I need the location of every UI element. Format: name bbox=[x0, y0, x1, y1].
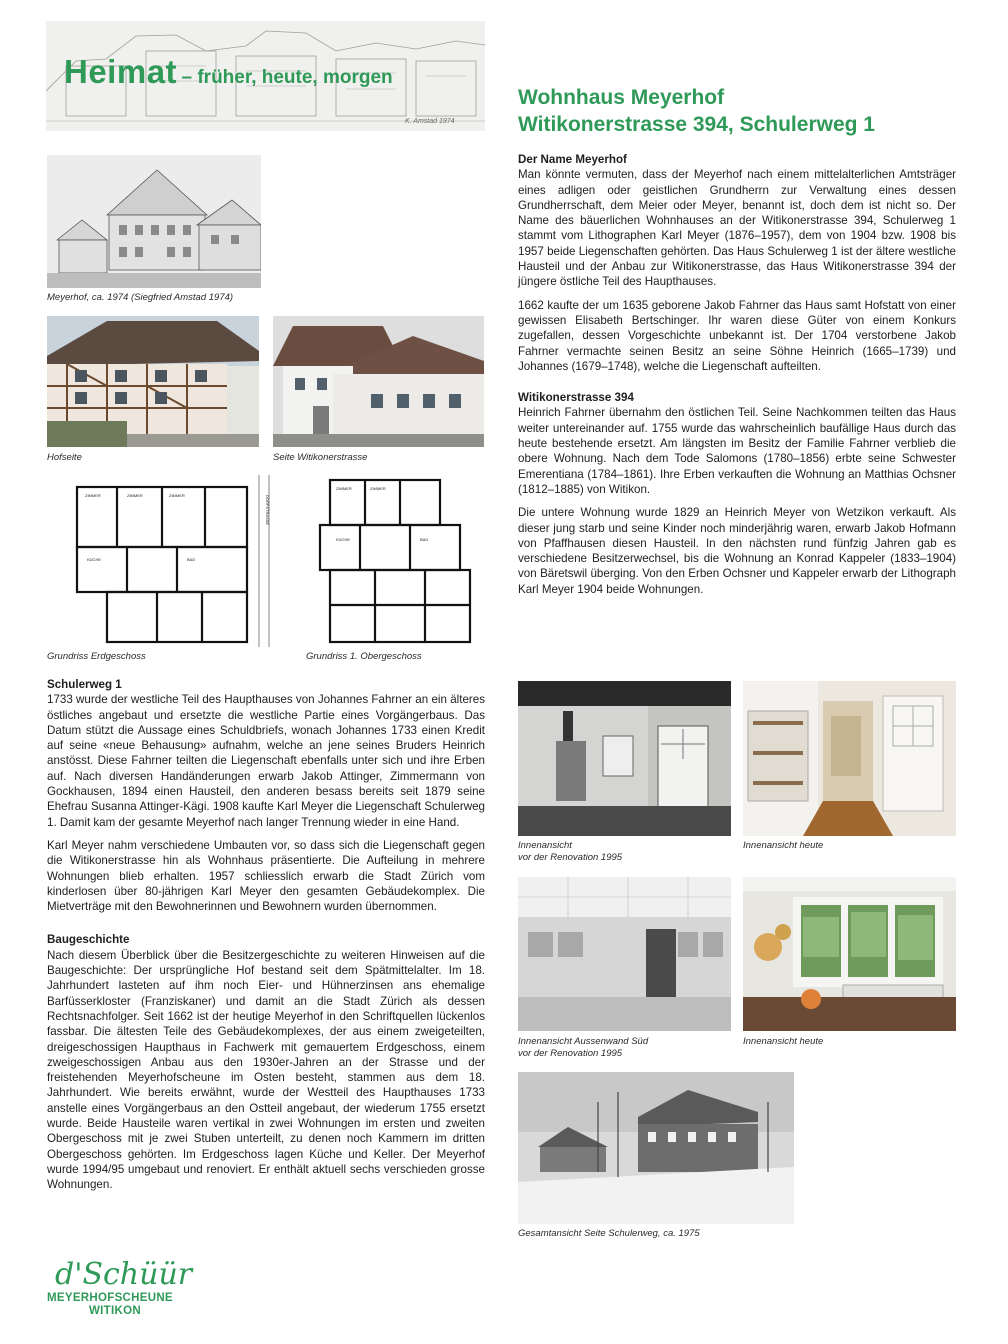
baugeschichte-paragraph: Nach diesem Überblick über die Besitzergeschichte zu weiteren Hinweisen auf die Baugeschichte: Der ursprüngliche Hof bestand seit dem Spätmittelalter. Im 18. Jahrhundert lasteten auf ihm noch Eier- und Hühnerzinsen ans ehemalige Barfüsserkloster (Franziskaner) und damit an die Stadt Zürich als dessen Rechtsnachfolger. Seit 1662 ist der heutige Meyerhof in den Schriftquellen lückenlos fassbar. Die ältesten Teile des Gebäudekomplexes, der aus einem zweigeteilten, dreigeschossigen Haupthaus in Fachwerk mit gemauertem Erdgeschoss, einem zweigeschossigen Anbau aus den 1930er-Jahren an der Strasse und der freistehenden Meyerhofscheune im Osten besteht, stammen aus dem 18. Jahrhundert. Wie bereits erwähnt, wurde der Westteil des Haupthauses 1733 anstelle eines Vorgängerbaus an den Ostteil angebaut, der wiederum 1755 ersetzt wurde. Beide Hausteile waren vertikal in zwei Wohnungen im ersten und zweiten Obergeschoss mit je zwei Stuben unterteilt, zu denen noch Kammern im dritten Obergeschoss gehörten. Im Erdgeschoss lagen Küche und Keller. Der Meyerhof wurde 1994/95 umgebaut und renoviert. Er enthält aktuell sechs verschieden grosse Wohnungen. bbox=[47, 948, 485, 1192]
caption-interior-3: Innenansicht Aussenwand Süd vor der Renovation 1995 bbox=[518, 1036, 649, 1059]
floor-plan-ground bbox=[47, 475, 278, 647]
caption-witikon-side: Seite Witikonerstrasse bbox=[273, 452, 368, 463]
floor-plan-first bbox=[300, 475, 480, 647]
plan-eg-room-label-3: ZIMMER bbox=[169, 493, 185, 498]
caption-plan-first: Grundriss 1. Obergeschoss bbox=[306, 651, 422, 662]
plan-street-label: DORFSTRASSE bbox=[265, 495, 270, 526]
caption-hofseite: Hofseite bbox=[47, 452, 82, 463]
schulerweg-paragraph-2: Karl Meyer nahm verschiedene Umbauten vor, so dass sich die Liegenschaft gegen die Witikonerstrasse hin als Wohnhaus präsentierte. Die Aufteilung in mehrere Wohnungen blieb erhalten. 1957 schliesslich erwarb die Stadt Zürich vom kinderlosen über 80-jährigen Karl Meyer den gesamten Gebäudekomplex. Die Mietverträge mit den Bewohnerinnen und Bewohnern wurden übernommen. bbox=[47, 838, 485, 914]
plan-eg-kitchen-label: KÜCHE bbox=[87, 557, 102, 562]
witikonerstrasse-paragraph-1: Heinrich Fahrner übernahm den östlichen Teil. Seine Nachkommen teilten das Haus weiter untereinander auf. 1755 wurde das wahrscheinlich baufällige Haus durch das heute bestehende ersetzt. Am längsten im Besitz der Familie Fahrner verblieb die obere Wohnung. Nach dem Tode Salomons (1780–1856) erbte seine Schwester Emerentiana (1784–1861). Ihre Erben verkauften die Wohnung an Matthias Ochsner (1812–1885) von Witikon. bbox=[518, 406, 956, 496]
witikon-side-photo bbox=[273, 316, 484, 447]
title-line-2: Witikonerstrasse 394, Schulerweg 1 bbox=[518, 113, 875, 136]
logo-line-2: WITIKON bbox=[89, 1305, 141, 1317]
logo-script: d'Schüür bbox=[55, 1257, 193, 1292]
hofseite-photo bbox=[47, 316, 259, 447]
name-heading: Der Name Meyerhof bbox=[518, 153, 627, 166]
caption-interior-4: Innenansicht heute bbox=[743, 1036, 824, 1047]
caption-plan-ground: Grundriss Erdgeschoss bbox=[47, 651, 146, 662]
interior-photo-before-1 bbox=[518, 681, 731, 836]
header-heimat: Heimat bbox=[64, 53, 178, 90]
header-title bbox=[64, 53, 393, 91]
interior-photo-today-2 bbox=[743, 877, 956, 1031]
logo-line-1: MEYERHOFSCHEUNE bbox=[47, 1292, 173, 1304]
plan-eg-room-label-2: ZIMMER bbox=[127, 493, 143, 498]
caption-overall: Gesamtansicht Seite Schulerweg, ca. 1975 bbox=[518, 1228, 700, 1239]
schulerweg-paragraph-1: 1733 wurde der westliche Teil des Haupthauses von Johannes Fahrner an ein älteres östliches angebaut und ersetzte die westliche Partie eines Vorgängerbaus. Das Datum stützt die Aussage eines Schuldbriefs, wonach Johannes 1733 einen Kredit auf seine «neue Behausung» aufnahm, welche an jene seines Bruders Heinrich anstösst. Diese Fahrner teilten die Liegenschaft ebenfalls unter sich und ihre Erben auf. Nach diversen Handänderungen erwarb Jakob Attinger, Zimmermann von Gockhausen, 1894 einen Hausteil, den anderen besass bereits seit 1879 seine Ehefrau Susanna Attinger-Kägi. 1908 kaufte Karl Meyer die Liegenschaft Schulerweg 1. Damit kam der gesamte Meyerhof nach langer Trennung wieder in eine Hand. bbox=[47, 693, 485, 829]
left-text-column bbox=[47, 677, 485, 1193]
plan-eg-bath-label: BAD bbox=[187, 557, 196, 562]
witikonerstrasse-paragraph-2: Die untere Wohnung wurde 1829 an Heinrich Meyer von Wetzikon verkauft. Als dieser jung starb und seine Kinder noch minderjährig waren, erwarb Jakob Hofmann von Pfaffhausen diesen Hausteil. In den nächsten rund fünfzig Jahren gab es verschiedene Besitzerwechsel, bis die Wohnung an Konrad Kappeler (1833–1904) von Bäretswil überging. Von den Erben Ochsner und Kappeler erwarb der Lithograph Karl Meyer 1904 beide Wohnungen. bbox=[518, 506, 956, 596]
plan-og-room-label-2: ZIMMER bbox=[370, 486, 386, 491]
overall-view-photo bbox=[518, 1072, 794, 1224]
dschuur-logo bbox=[47, 1258, 197, 1318]
plan-og-room-label-1: ZIMMER bbox=[336, 486, 352, 491]
interior-photo-before-2 bbox=[518, 877, 731, 1031]
name-paragraph-2: 1662 kaufte der um 1635 geborene Jakob Fahrner das Haus samt Hofstatt von einer gewissen Elisabeth Bertschinger. Ihr waren diese Güter von einem Konkurs zugefallen, dessen Vorgeschichte unbekannt ist. Der 1704 verstorbene Jakob Fahrner vermachte seinen Besitz an seine Söhne Heinrich (1665–1739) und Johannes (1679–1748), welche die Liegenschaft aufteilten. bbox=[518, 298, 956, 373]
right-text-column bbox=[518, 152, 956, 597]
plan-og-bath-label: BAD bbox=[420, 537, 429, 542]
plan-eg-room-label-1: ZIMMER bbox=[85, 493, 101, 498]
header-tagline: – früher, heute, morgen bbox=[181, 67, 393, 88]
caption-interior-1: Innenansicht vor der Renovation 1995 bbox=[518, 840, 623, 863]
witikonerstrasse-heading: Witikonerstrasse 394 bbox=[518, 391, 634, 405]
interior-photo-today-1 bbox=[743, 681, 956, 836]
caption-interior-2: Innenansicht heute bbox=[743, 840, 824, 851]
caption-sketch: Meyerhof, ca. 1974 (Siegfried Amstad 1974) bbox=[47, 292, 234, 303]
page-title bbox=[518, 84, 978, 138]
header-signature: K. Amstad 1974 bbox=[405, 118, 455, 125]
plan-og-kitchen-label: KÜCHE bbox=[336, 537, 351, 542]
sketch-meyerhof-image bbox=[47, 155, 261, 288]
baugeschichte-heading: Baugeschichte bbox=[47, 933, 130, 947]
schulerweg-heading: Schulerweg 1 bbox=[47, 678, 122, 691]
name-paragraph-1: Man könnte vermuten, dass der Meyerhof nach einem mittelalterlichen Amtsträger eines adligen oder geistlichen Grundherrn zur Verwaltung eines dessen Grundherrschaft, dem Meier oder Meyer, benannt ist, doch dem ist nicht so. Der Name des bäuerlichen Wohnhauses an der Witikonerstrasse 394, Schulerweg 1 stammt vom Lithographen Karl Meyer (1876–1957), dem von 1904 bzw. 1908 bis 1957 beide Liegenschaften gehörten. Das Haus Schulerweg 1 ist der ältere westliche Hausteil und der Anbau zur Witikonerstrasse, das Haus Witikonerstrasse 394 der jüngere östliche Teil des Haupthauses. bbox=[518, 168, 956, 289]
title-line-1: Wohnhaus Meyerhof bbox=[518, 86, 725, 109]
